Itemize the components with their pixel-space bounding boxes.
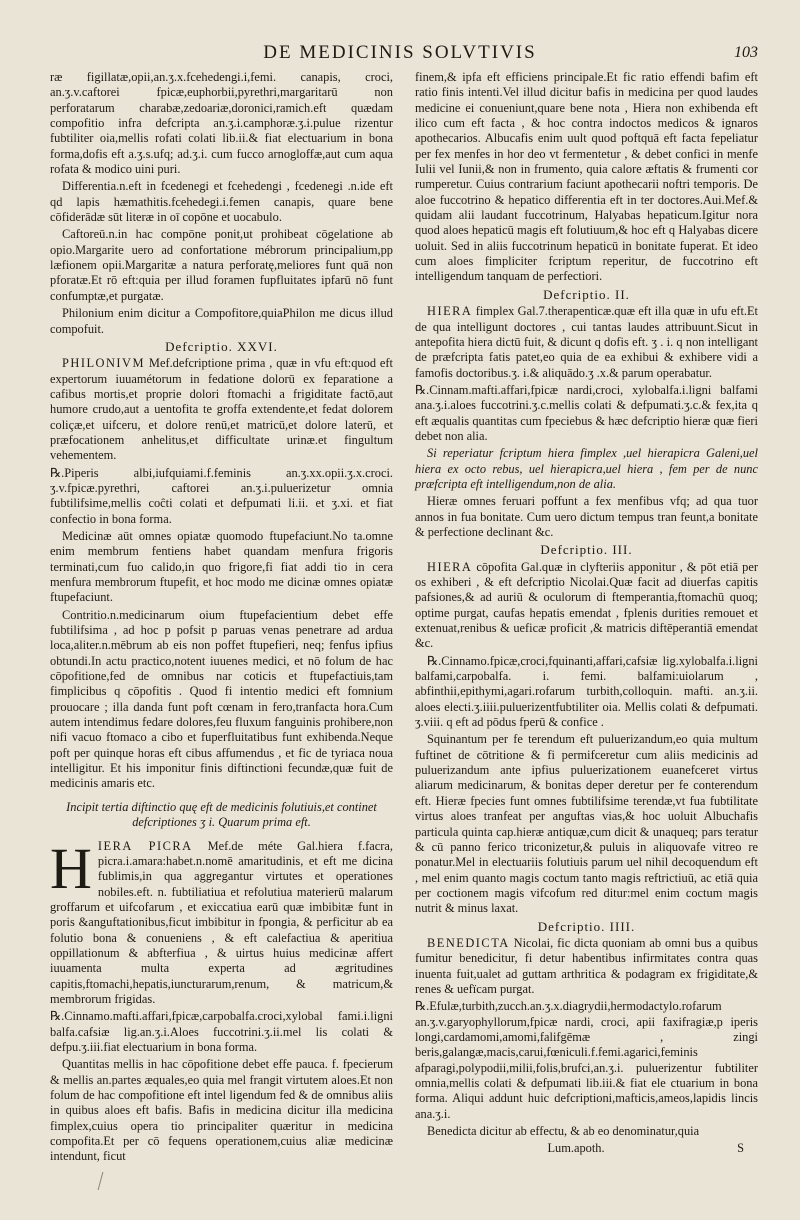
entry-name: HIERA — [427, 559, 473, 574]
paragraph — [50, 835, 393, 1008]
paragraph: ℞.Cinnamo.mafti.affari,fpicæ,carpobalfa.croci,xylobal fami.i.ligni balfa.cafsiæ lig.an.ʒ.i.Aloes fuccotrini.ʒ.ii.mel lis colati & defpu.ʒ.iii.fiat electuarium in bona forma. — [50, 1009, 393, 1054]
paragraph: finem,& ipfa eft efficiens principale.Et fic ratio effendi bafim eft ratio finis intenti.Vel illud dicitur bafis in medicina per quod laudes medicine ei conueniunt,quare bene nota , Hiera non exhibenda eft ilico cum eft facta , & hoc contra indoctos medicos & ignaros apothecarios. Albucafis enim uult quod poftquā eft facta fepeliatur per fex menfes in hor deo vt fermentetur , & debet confici in menfe Iulii vel Iunii,& non in frumento, quia calore æftatis & frumenti cor rumperetur. Cuius contrarium faciunt apothecarii noftri temporis. De aloe fuccotrino & hepatico differentia eft in ter doctores.Aui.Mef.& quidam alii laudant fuccotrinum, Halyabas hepaticum.Igitur nora quod aloes hepaticū magis eft folutiuum,& hoc eft q Halyabas dicere uoluit. Sed in aliis fuccotrinum hepaticū in bonitate fuperat. Et ideo cum aloes fimpliciter fcriptum reperitur, de fuccotrino eft intelligendum tanquam de perfectiori. — [415, 70, 758, 284]
paragraph: ℞.Piperis albi,iufquiami.f.feminis an.ʒ.xx.opii.ʒ.x.croci. ʒ.v.fpicæ.pyrethri, caftorei an.ʒ.i.puluerizetur omnia fubtilifsime,mellis coĉti colati et defpumati li.ii. et ʒ.xi. et fiat confectio in bona forma. — [50, 465, 393, 526]
catchline — [415, 1141, 758, 1156]
description-heading: Defcriptio. III. — [540, 542, 633, 558]
paragraph: Contritio.n.medicinarum oium ftupefacientium debet effe fubtilifsima , ad hoc p pofsit p paruas venas penetrare ad ardua loca,aliter.n.mēbrum ab eis non poffet ftupefieri, neq; fenfus ipfius obtundi.In actu practico,notent iuuenes medici, et nō folum de hac cōpofitione,fed de omnibus nar coticis et ftupefactiuis,tam fimplicibus q cōpofitis . Quod fi intentio medici eft fomnium prouocare ; illa danda funt poft cœnam in fero,tranfacta hora.Cum autem intendimus fedare dolores,feu fluxum fanguinis prohibere,non nifi vacuo ftomaco a cibo et fuperfluitatibus funt exhibenda.Neque poft per quinque horas eft cibus affumendus , et fic de tyriaca noua intelligitur. Et his imponitur finis diftinctioni fecundæ,quæ fuit de medicinis amaris etc. — [50, 607, 393, 791]
paragraph: Philonium enim dicitur a Compofitore,quiaPhilon me dicus illud compofuit. — [50, 306, 393, 336]
description-heading: Defcriptio. II. — [543, 286, 630, 302]
entry-text: Nicolai, fic dicta quoniam ab omni bus a quibus fumitur benedicitur, fi detur habentibus infirmitates contra quas inuenta fuit,ualet ad guttam arthritica & podagram ex frigiditate,& renes & uefïcam purgat. — [415, 935, 758, 996]
paragraph: Differentia.n.eft in fcedenegi et fcehedengi , fcedenegi .n.ide eft qd lapis hæmathitis.fcehedegi.i.femen canapis, quare bene cōfiderādæ sūt literæ in oī copōne et uocabulo. — [50, 179, 393, 225]
entry-name: PHILONIVM — [62, 356, 146, 371]
entry-text: Mef.de méte Gal.hiera f.facra, picra.i.amara:habet.n.nomē amaritudinis, et eft me dicina fublimis,in qua aggregantur virtutes et operationes nobiles.eft. n. fubtiliatiua et refolutiua materierū malarum groffarum et uifcofarum , et exiccatiua earū quæ imbibitæ funt in poris &anguftationibus,ficut imbibitur in fpongia, & perficitur ab ea folutio bona & conueniens , & eft calefactiua & aperitiua oppillationum & abfterfiua , & uirtus huius medicinæ affert iuuamenta multa experta ad ægritudines capitis,ftomachi,hepatis,iuncturarum,renum, & matricum,& membrorum frigidas. — [50, 838, 393, 1006]
paragraph — [415, 936, 758, 997]
entry-text: fimplex Gal.7.therapenticæ.quæ eft illa quæ in ufu eft.Et de qua intelligunt doctores , cui tantas laudes attribuunt.Sicut in antepofita hiera dictū fuit, & dicunt q dofis eft. ʒ . i. q non intelligant de præfcripta fatis patet,eo quia de ea exhibui & exhibere vidi a famofis doctoribus.ʒ. i.& aliquādo.ʒ .x.& parum operabatur. — [415, 304, 758, 380]
paragraph — [415, 560, 758, 652]
signature-mark: S — [737, 1141, 744, 1156]
section-intro: Incipit tertia diftinctio quę eft de medicinis folutiuis,et continet defcriptiones ʒ i. Quarum prima eft. — [66, 799, 377, 830]
drop-cap: H — [50, 835, 92, 901]
paragraph: Caftoreū.n.in hac compōne ponit,ut prohibeat cōgelatione ab opio.Margarite uero ad confortatione mébrorum principalium,pp læfionem opii.Margaritæ a natura perforatę,meliores funt quā non pforatæ.Et rō eft:quia per illud foramen fupfluitates ipfarū nō funt confumptæ,et purgatæ. — [50, 227, 393, 303]
entry-name: BENEDICTA — [427, 935, 510, 950]
paragraph: ℞.Cinnamo.fpicæ,croci,fquinanti,affari,cafsiæ lig.xylobalfa.i.ligni balfami,carpobalfa. i. femi. balfami:uiolarum , abfinthii,epithymi,agari.rofarum turbith,colloquin. mafti. an.ʒ.ii. aloes electi.ʒ.iiii.puluerizentfubtiliter oia. Mellis colati & defpumati. ʒ.viii. q eft ad pōdus fperū & confice . — [415, 653, 758, 730]
entry-text: cōpofita Gal.quæ in clyfteriis apponitur , & pōt etiā per os exhiberi , & eft defcriptio Nicolai.Quæ facit ad diuerfas capitis pafsiones,& ad auriū & oculorum di ftemperantia,ftomachū quoq; optime purgat, caufas hepatis emendat , fplenis durities remouet et extenuat,renibus & ueficæ proficit ,& matricis diftēperantiā emendat &c. — [415, 559, 758, 651]
paragraph — [50, 356, 393, 463]
description-heading: Defcriptio. IIII. — [537, 918, 636, 934]
paragraph: Squinantum per fe terendum eft puluerizandum,eo quia multum fuftinet de cōtritione & fi permifceretur cum aliis medicinis ad puluerizandum ante ipfius puluerizationem euanefceret virtus aliarum medicinarum, & bonitas deper deretur per fe conterendum eft. Hieræ fpecies funt omnes fubtilifsime terendæ,vt fua fubtilitate virtus aloes tranfeat per anguftas vias,& hoc uoluit Albuchafis particula quinta cap.hieræ antiquæ,cum dicit & unaqueq; pars teratur & cū panno ferico triconizetur,& puluis in aliquovafe vitreo re ponatur.Mel in electuariis folutiuis parum uel nihil decoquendum eft , mel enim quanto magis coctum tanto magis reftrictiuū, ac etiā quia per coctionem magis vifcofum red ditur:mel enim coctum magis nutrit & minus laxat. — [415, 732, 758, 916]
folio-number: 103 — [734, 44, 758, 61]
paragraph: Medicinæ aūt omnes opiatæ quomodo ftupefaciunt.No ta.omne enim membrum fentiens habet quandam menfura frigoris terminati,cum fuo calido,in quo frigore,fi fiat addi tio in cera menfura membrorum ftupefit, et hoc modo me dicinæ omnes opiatæ ftupefaciunt. — [50, 528, 393, 605]
left-column — [50, 70, 393, 1167]
margin-mark — [98, 1172, 110, 1190]
paragraph: Si reperiatur fcriptum hiera fimplex ,uel hierapicra Galeni,uel hiera ex octo rebus, uel hierapicra,uel hiera , fem per de nunc præfcripta eft intelligendum,non de alia. — [415, 446, 758, 491]
running-head: DE MEDICINIS SOLVTIVIS — [263, 42, 537, 63]
text-columns — [50, 70, 758, 1167]
right-column — [415, 70, 758, 1167]
entry-name: IERA PICRA — [97, 838, 193, 853]
paragraph: Benedicta dicitur ab effectu, & ab eo denominatur,quia — [427, 1124, 700, 1139]
entry-name: HIERA — [427, 304, 473, 319]
entry-text: Mef.defcriptione prima , quæ in vfu eft:quod eft expertorum iuuamétorum in fedatione dolorū ex feparatione a cafibus mortis,et proprie dolori ftomachi a frigiditate factō,aut humore crudo,aut a uentofita te groffa extendente,et fedat dolorem coliçæ,et uifceru, et dolore renū,et matricū,et dolore laterū, et præfocationem anhelitus,et difficultate urinæ.et fingultum vehementem. — [50, 356, 393, 463]
catchword-text: Lum.apoth. — [547, 1141, 605, 1156]
paragraph: Hieræ omnes feruari poffunt a fex menfibus vfq; ad qua tuor annos in fua bonitate. Cum uero dictum tempus tran feunt,a bonitate & perfectione declinant &c. — [415, 494, 758, 539]
description-heading: Defcriptio. XXVI. — [165, 338, 278, 354]
paragraph: ℞.Efulæ,turbith,zucch.an.ʒ.x.diagrydii,hermodactylo.rofarum an.ʒ.v.garyophyllorum,fpicæ nardi, croci, apii faxifragiæ,p iperis longi,cardamomi,amomi,falifgēmæ , zingi beris,galangæ,macis,carui,fœniculi.f.femi.agarici,feminis afparagi,polypodii,milii,folis,brufci,an.ʒ.i. puluerizentur fubtiliter omnia,mellis colati & defpumati lib.iii.& fiat ele ctuarium in bona forma. Aliqui addunt huic defcriptioni,mafticis,ameos,lapidis lincis ana.ʒ.i. — [415, 999, 758, 1121]
paragraph — [415, 304, 758, 381]
paragraph: ℞.Cinnam.mafti.affari,fpicæ nardi,croci, xylobalfa.i.ligni balfami ana.ʒ.i.aloes fuccotrini.ʒ.c.mellis colati & defpumati.ʒ.c.& fex,ita q eft æqualis quantitas cum fpeciebus & hæc defcriptio hieræ quæ fieri debet non alia. — [415, 382, 758, 443]
paragraph: Quantitas mellis in hac cōpofitione debet effe pauca. f. fpecierum & mellis an.partes æquales,eo quia mel frangit virtutem aloes.Et non folum de hac compofitione eft intel ligendum fed & de omnibus aliis in quibus aloes eft bafis. Bafis in medicina dicitur illa medicina fimplex,cuius opera tio principaliter quæritur in medicina compofita.Et per cō fequens operationem,cuius aliæ medicinæ intendunt, ficut — [50, 1057, 393, 1164]
paragraph: ræ figillatæ,opii,an.ʒ.x.fcehedengi.i,femi. canapis, croci, an.ʒ.v.caftorei fpicæ,euphorbii,pyrethri,margaritarū non perforatarum charabæ,zedoariæ,doronici,ramich.eft quædam compofitio infra defcripta an.ʒ.i.camphoræ.ʒ.i.pulue rizentur fubtiliter oia,mellis rofati colati lib.ii.& fiat electuarium in bona forma,dofis eft a.ʒ.s.ufq; ad.ʒ.i. cum fucco arnogloffæ,aut cum aqua rofata & modico uini puri. — [50, 70, 393, 177]
